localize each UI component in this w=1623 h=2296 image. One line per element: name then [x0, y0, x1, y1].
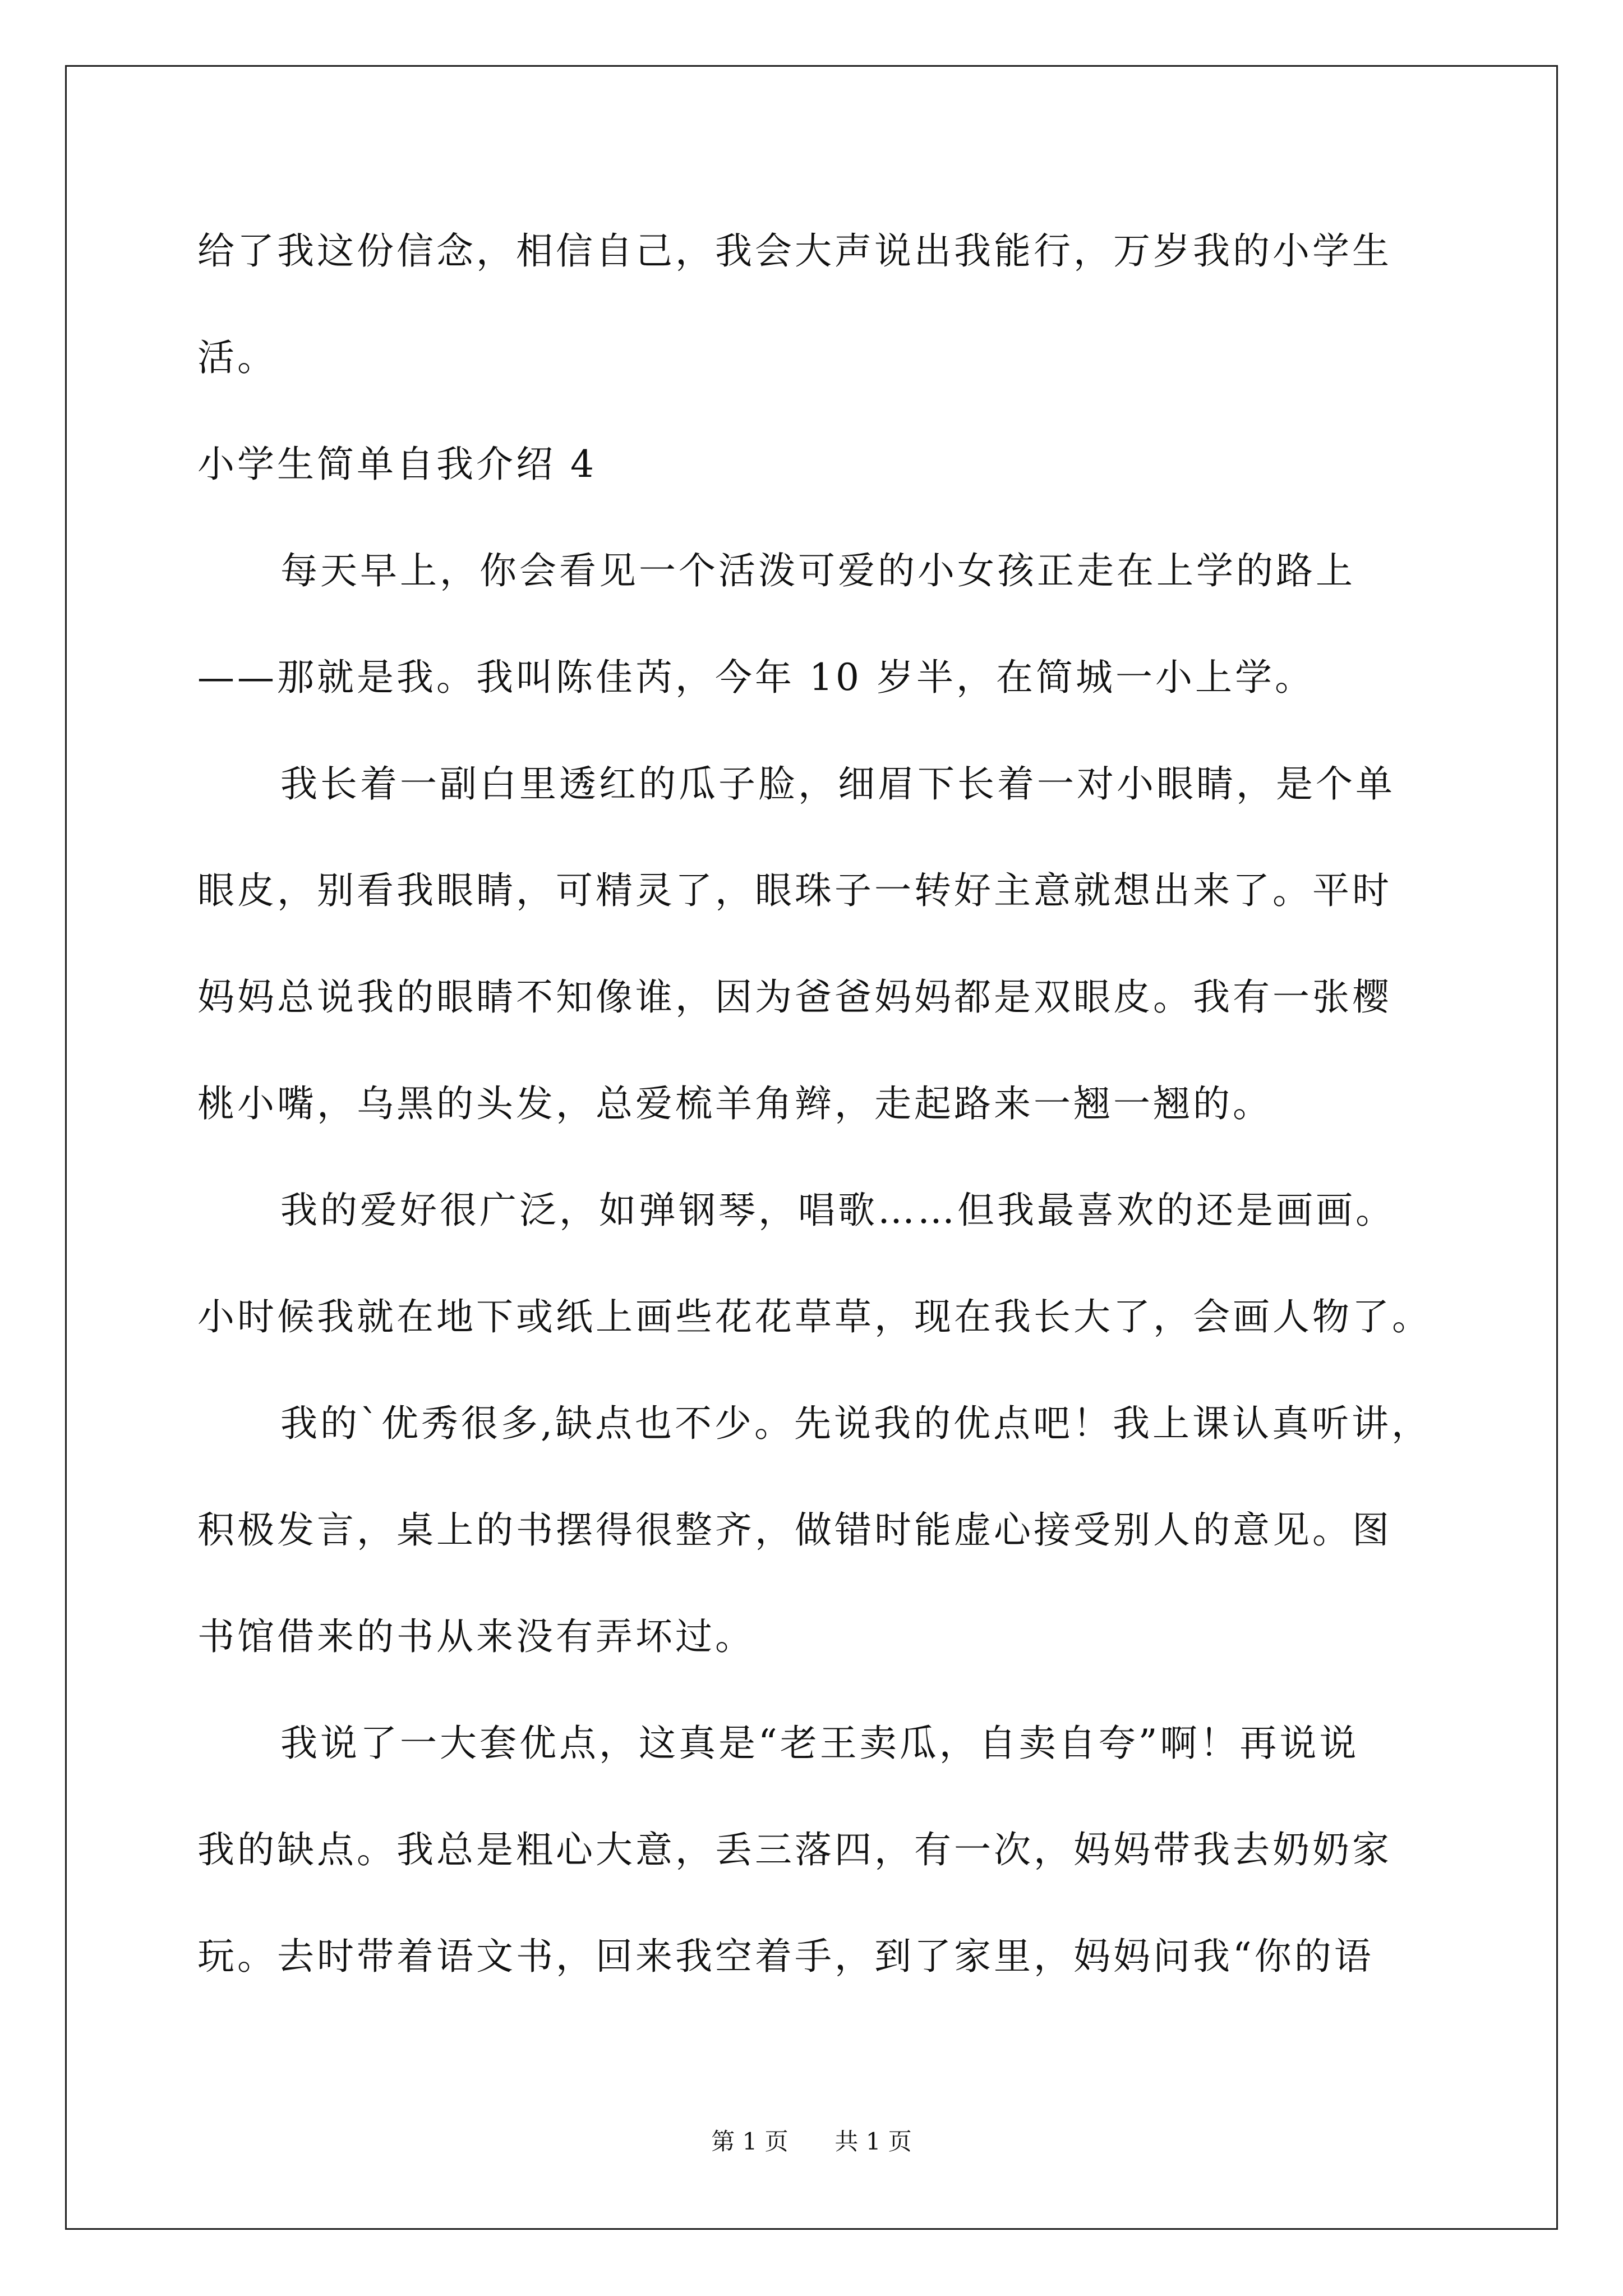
page-border [65, 65, 1558, 2230]
text-line: 眼皮，别看我眼睛，可精灵了，眼珠子一转好主意就想出来了。平时 [197, 869, 1392, 912]
text-line: 书馆借来的书从来没有弄坏过。 [197, 1615, 755, 1658]
text-line: 每天早上，你会看见一个活泼可爱的小女孩正走在上学的路上 [280, 549, 1355, 592]
text-line: 妈妈总说我的眼睛不知像谁，因为爸爸妈妈都是双眼皮。我有一张樱 [197, 976, 1392, 1019]
text-line: 我说了一大套优点，这真是“老王卖瓜，自卖自夸”啊！再说说 [280, 1722, 1359, 1765]
text-line: 桃小嘴，乌黑的头发，总爱梳羊角辫，走起路来一翘一翘的。 [197, 1082, 1272, 1125]
text-line: 我的`优秀很多,缺点也不少。先说我的优点吧！我上课认真听讲， [280, 1402, 1431, 1445]
text-line: 我的爱好很广泛，如弹钢琴，唱歌……但我最喜欢的还是画画。 [280, 1189, 1395, 1232]
text-line: ——那就是我。我叫陈佳芮，今年 10 岁半，在简城一小上学。 [197, 656, 1315, 699]
section-heading: 小学生简单自我介绍 4 [197, 443, 597, 486]
text-line: 活。 [197, 336, 277, 379]
text-line: 玩。去时带着语文书，回来我空着手，到了家里，妈妈问我“你的语 [197, 1935, 1374, 1978]
text-line: 小时候我就在地下或纸上画些花花草草，现在我长大了，会画人物了。 [197, 1295, 1432, 1338]
text-line: 我的缺点。我总是粗心大意，丢三落四，有一次，妈妈带我去奶奶家 [197, 1828, 1392, 1871]
text-line: 我长着一副白里透红的瓜子脸，细眉下长着一对小眼睛，是个单 [280, 762, 1395, 806]
page-footer [0, 2126, 1623, 2157]
text-line: 给了我这份信念，相信自己，我会大声说出我能行，万岁我的小学生 [197, 229, 1392, 273]
page-number: 第 1 页 [711, 2128, 789, 2155]
page-total: 共 1 页 [834, 2128, 912, 2155]
text-line: 积极发言，桌上的书摆得很整齐，做错时能虚心接受别人的意见。图 [197, 1508, 1392, 1552]
